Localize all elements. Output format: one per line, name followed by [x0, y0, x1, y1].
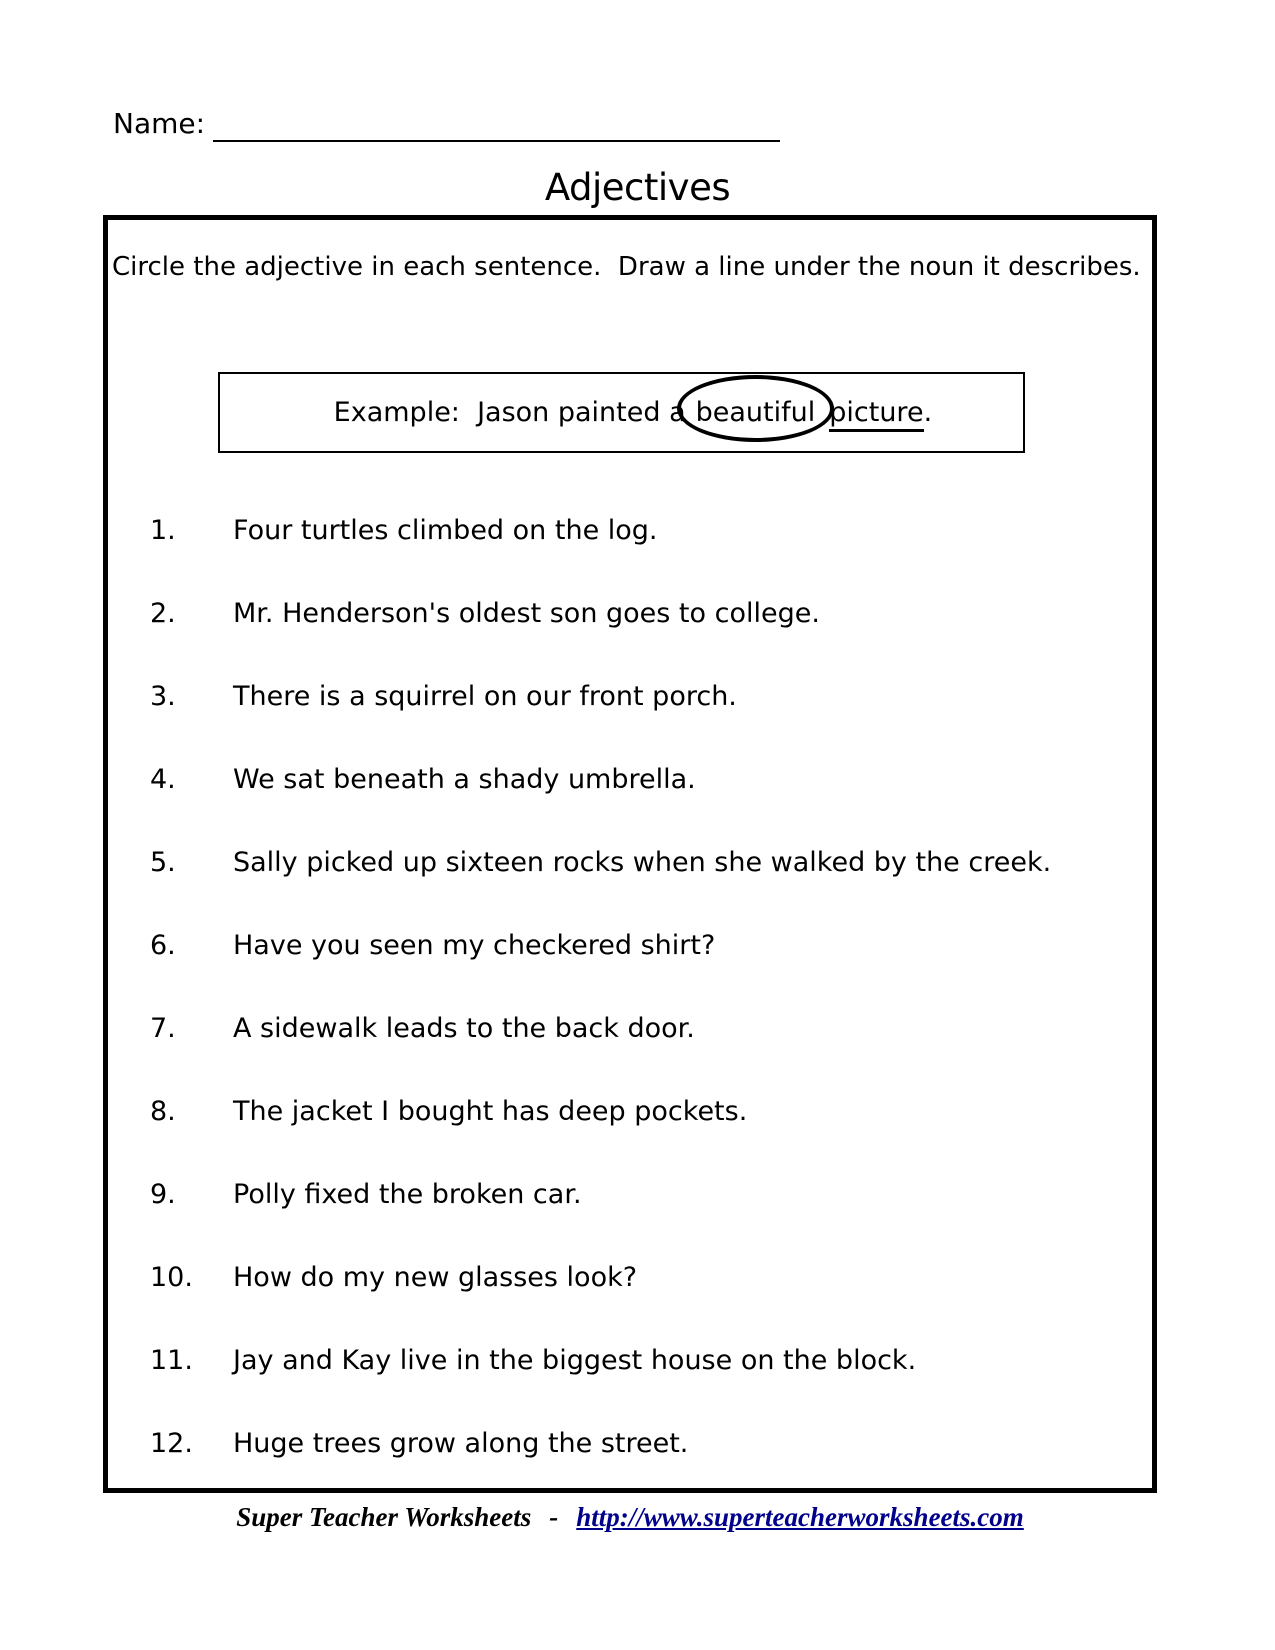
worksheet-box [103, 215, 1157, 1493]
sentence-text: Polly fixed the broken car. [233, 1179, 582, 1210]
footer [103, 1500, 1157, 1534]
example-box [218, 372, 1025, 453]
sentence-row [108, 489, 1152, 572]
sentence-number: 8. [150, 1096, 176, 1127]
underlined-noun: picture [829, 397, 923, 432]
sentence-number: 11. [150, 1345, 193, 1376]
sentence-number: 1. [150, 515, 176, 546]
sentence-list [108, 489, 1152, 1485]
example-prefix: Example: Jason painted a [333, 396, 686, 428]
worksheet-title: Adjectives [544, 166, 731, 209]
example-sentence [265, 362, 932, 464]
sentence-text: How do my new glasses look? [233, 1262, 638, 1293]
circled-adjective-wrap [696, 396, 816, 430]
sentence-text: Have you seen my checkered shirt? [233, 930, 716, 961]
sentence-number: 9. [150, 1179, 176, 1210]
sentence-row [108, 1402, 1152, 1485]
sentence-text: Jay and Kay live in the biggest house on the block. [233, 1345, 917, 1376]
sentence-row [108, 738, 1152, 821]
name-label: Name: [113, 107, 206, 140]
sentence-number: 7. [150, 1013, 176, 1044]
sentence-row [108, 904, 1152, 987]
footer-brand: Super Teacher Worksheets [236, 1502, 532, 1532]
name-blank-line [213, 110, 780, 142]
sentence-row [108, 1236, 1152, 1319]
sentence-number: 12. [150, 1428, 193, 1459]
sentence-number: 2. [150, 598, 176, 629]
sentence-text: There is a squirrel on our front porch. [233, 681, 737, 712]
sentence-row [108, 1319, 1152, 1402]
sentence-row [108, 987, 1152, 1070]
sentence-text: Mr. Henderson's oldest son goes to college. [233, 598, 820, 629]
sentence-text: Sally picked up sixteen rocks when she walked by the creek. [233, 847, 1052, 878]
sentence-text: Four turtles climbed on the log. [233, 515, 658, 546]
footer-separator: - [549, 1502, 559, 1532]
instructions-text: Circle the adjective in each sentence. Draw a line under the noun it describes. [112, 252, 1141, 282]
sentence-text: Huge trees grow along the street. [233, 1428, 689, 1459]
sentence-number: 4. [150, 764, 176, 795]
footer-link[interactable]: http://www.superteacherworksheets.com [576, 1502, 1024, 1532]
sentence-number: 5. [150, 847, 176, 878]
example-suffix: . [923, 396, 933, 428]
circled-adjective: beautiful [695, 396, 816, 428]
sentence-row [108, 1070, 1152, 1153]
sentence-text: We sat beneath a shady umbrella. [233, 764, 696, 795]
sentence-text: The jacket I bought has deep pockets. [233, 1096, 748, 1127]
sentence-number: 10. [150, 1262, 193, 1293]
sentence-row [108, 655, 1152, 738]
sentence-row [108, 821, 1152, 904]
sentence-number: 3. [150, 681, 176, 712]
sentence-row [108, 1153, 1152, 1236]
sentence-text: A sidewalk leads to the back door. [233, 1013, 695, 1044]
sentence-number: 6. [150, 930, 176, 961]
name-row [113, 106, 780, 142]
sentence-row [108, 572, 1152, 655]
